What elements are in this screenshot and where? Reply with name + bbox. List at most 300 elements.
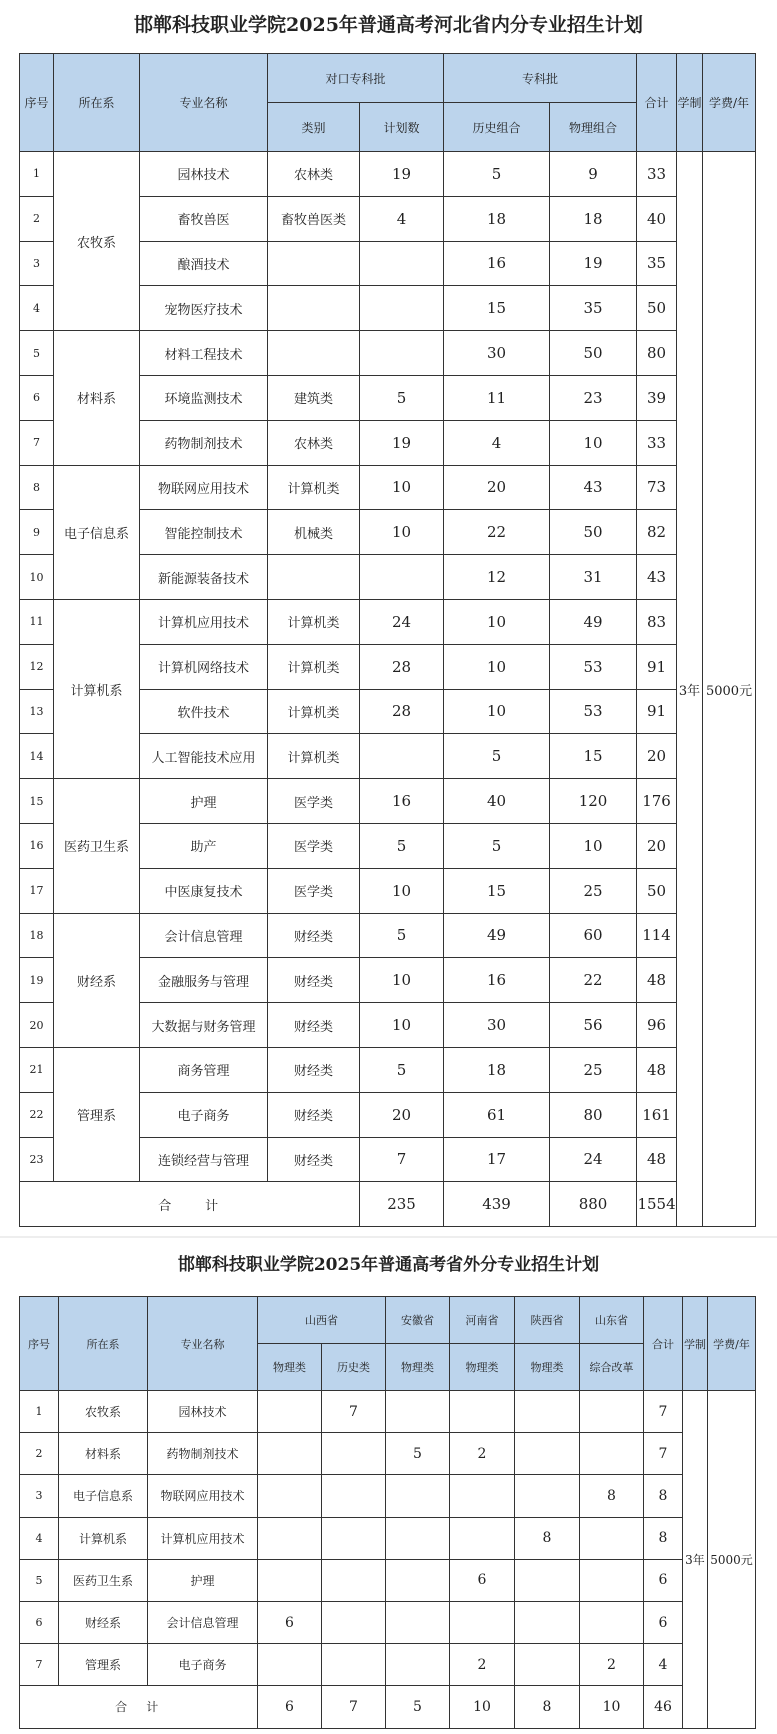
shaanxi-cell	[515, 1644, 580, 1686]
header-fee: 学费/年	[703, 54, 756, 152]
row-seq: 16	[20, 823, 54, 868]
anhui-cell	[386, 1644, 450, 1686]
header2-shanxi-history: 历史类	[322, 1344, 386, 1391]
major-name: 药物制剂技术	[148, 1433, 258, 1475]
physics-cell: 25	[550, 1047, 637, 1092]
physics-cell: 25	[550, 868, 637, 913]
row-seq: 4	[20, 1517, 59, 1559]
shaanxi-cell	[515, 1601, 580, 1643]
major-name: 护理	[148, 1559, 258, 1601]
shanxi-physics-cell	[258, 1391, 322, 1433]
henan-cell: 2	[450, 1433, 515, 1475]
total-cell: 6	[644, 1601, 683, 1643]
total-cell: 82	[637, 510, 677, 555]
history-cell: 40	[444, 779, 550, 824]
history-cell: 16	[444, 958, 550, 1003]
dept-cell: 财经系	[59, 1601, 148, 1643]
history-cell: 15	[444, 868, 550, 913]
header2-henan-physics: 物理类	[450, 1344, 515, 1391]
header-total: 合计	[637, 54, 677, 152]
shaanxi-cell	[515, 1433, 580, 1475]
category-cell: 计算机类	[268, 689, 360, 734]
shanxi-physics-cell	[258, 1644, 322, 1686]
history-cell: 10	[444, 689, 550, 734]
major-name: 材料工程技术	[140, 331, 268, 376]
henan-cell	[450, 1601, 515, 1643]
anhui-cell	[386, 1517, 450, 1559]
total-cell: 7	[644, 1433, 683, 1475]
dept-cell: 计算机系	[59, 1517, 148, 1559]
total-cell: 43	[637, 555, 677, 600]
row-seq: 14	[20, 734, 54, 779]
history-cell: 30	[444, 331, 550, 376]
duration-cell: 3年	[677, 152, 703, 1227]
total-cell: 48	[637, 958, 677, 1003]
shaanxi-cell	[515, 1391, 580, 1433]
major-name: 电子商务	[148, 1644, 258, 1686]
physics-cell: 23	[550, 375, 637, 420]
plan-cell: 4	[360, 196, 444, 241]
shanxi-physics-cell	[258, 1433, 322, 1475]
shaanxi-cell	[515, 1559, 580, 1601]
plan-cell: 5	[360, 823, 444, 868]
plan-cell	[360, 241, 444, 286]
header2-anhui: 安徽省	[386, 1297, 450, 1344]
physics-cell: 43	[550, 465, 637, 510]
header2-shandong-reform: 综合改革	[580, 1344, 644, 1391]
row-seq: 2	[20, 1433, 59, 1475]
major-name: 物联网应用技术	[148, 1475, 258, 1517]
row-seq: 1	[20, 1391, 59, 1433]
total-cell: 50	[637, 286, 677, 331]
table-row	[20, 465, 756, 510]
history-cell: 11	[444, 375, 550, 420]
shanxi-history-cell	[322, 1601, 386, 1643]
total-cell: 80	[637, 331, 677, 376]
major-name: 大数据与财务管理	[140, 1003, 268, 1048]
major-name: 会计信息管理	[148, 1601, 258, 1643]
header-physics: 物理组合	[550, 103, 637, 152]
table-row	[20, 1601, 756, 1643]
header2-shandong: 山东省	[580, 1297, 644, 1344]
total-cell: 33	[637, 420, 677, 465]
sum-total: 46	[644, 1686, 683, 1728]
plan-cell: 10	[360, 465, 444, 510]
plan-cell	[360, 331, 444, 376]
sum-shaanxi: 8	[515, 1686, 580, 1728]
dept-cell: 计算机系	[54, 599, 140, 778]
sum-history: 439	[444, 1182, 550, 1227]
major-name: 连锁经营与管理	[140, 1137, 268, 1182]
physics-cell: 19	[550, 241, 637, 286]
sum-plan: 235	[360, 1182, 444, 1227]
total-cell: 33	[637, 152, 677, 197]
major-name: 计算机网络技术	[140, 644, 268, 689]
dept-cell: 医药卫生系	[54, 779, 140, 913]
history-cell: 15	[444, 286, 550, 331]
physics-cell: 60	[550, 913, 637, 958]
table-row	[20, 913, 756, 958]
category-cell: 畜牧兽医类	[268, 196, 360, 241]
plan-cell: 5	[360, 375, 444, 420]
major-name: 园林技术	[140, 152, 268, 197]
header2-shanxi-physics: 物理类	[258, 1344, 322, 1391]
total-cell: 73	[637, 465, 677, 510]
table2-title: 邯郸科技职业学院2025年普通高考省外分专业招生计划	[177, 1255, 600, 1275]
plan-cell	[360, 286, 444, 331]
fee-cell: 5000元	[703, 152, 756, 1227]
total-cell: 114	[637, 913, 677, 958]
history-cell: 22	[444, 510, 550, 555]
major-name: 人工智能技术应用	[140, 734, 268, 779]
history-cell: 10	[444, 644, 550, 689]
physics-cell: 53	[550, 689, 637, 734]
physics-cell: 49	[550, 599, 637, 644]
total-cell: 20	[637, 823, 677, 868]
physics-cell: 56	[550, 1003, 637, 1048]
total-cell: 39	[637, 375, 677, 420]
header2-total: 合计	[644, 1297, 683, 1391]
dept-cell: 管理系	[59, 1644, 148, 1686]
row-seq: 3	[20, 241, 54, 286]
sum-label: 合 计	[20, 1182, 360, 1227]
dept-cell: 管理系	[54, 1047, 140, 1181]
table-row	[20, 1644, 756, 1686]
sum-shanxi-history: 7	[322, 1686, 386, 1728]
major-name: 计算机应用技术	[148, 1517, 258, 1559]
sum-shandong: 10	[580, 1686, 644, 1728]
header-dept: 所在系	[54, 54, 140, 152]
category-cell: 计算机类	[268, 644, 360, 689]
category-cell: 财经类	[268, 958, 360, 1003]
header-plan: 计划数	[360, 103, 444, 152]
physics-cell: 50	[550, 510, 637, 555]
row-seq: 7	[20, 420, 54, 465]
physics-cell: 53	[550, 644, 637, 689]
table-row	[20, 1433, 756, 1475]
fee-cell: 5000元	[708, 1391, 756, 1729]
row-seq: 8	[20, 465, 54, 510]
dept-cell: 材料系	[54, 331, 140, 465]
major-name: 中医康复技术	[140, 868, 268, 913]
row-seq: 12	[20, 644, 54, 689]
header-seq: 序号	[20, 54, 54, 152]
shanxi-history-cell	[322, 1475, 386, 1517]
row-seq: 22	[20, 1092, 54, 1137]
total-cell: 161	[637, 1092, 677, 1137]
shaanxi-cell: 8	[515, 1517, 580, 1559]
physics-cell: 50	[550, 331, 637, 376]
category-cell: 财经类	[268, 1003, 360, 1048]
category-cell	[268, 555, 360, 600]
plan-cell: 19	[360, 152, 444, 197]
row-seq: 19	[20, 958, 54, 1003]
history-cell: 12	[444, 555, 550, 600]
major-name: 畜牧兽医	[140, 196, 268, 241]
row-seq: 6	[20, 375, 54, 420]
major-name: 软件技术	[140, 689, 268, 734]
header-zhuanke: 专科批	[444, 54, 637, 103]
total-cell: 91	[637, 644, 677, 689]
table-row	[20, 1517, 756, 1559]
total-cell: 8	[644, 1517, 683, 1559]
physics-cell: 18	[550, 196, 637, 241]
row-seq: 11	[20, 599, 54, 644]
shanxi-history-cell	[322, 1559, 386, 1601]
row-seq: 6	[20, 1601, 59, 1643]
row-seq: 1	[20, 152, 54, 197]
history-cell: 20	[444, 465, 550, 510]
sum-total: 1554	[637, 1182, 677, 1227]
physics-cell: 15	[550, 734, 637, 779]
physics-cell: 22	[550, 958, 637, 1003]
sum-shanxi-physics: 6	[258, 1686, 322, 1728]
category-cell: 计算机类	[268, 465, 360, 510]
header-duration: 学制	[677, 54, 703, 152]
history-cell: 18	[444, 196, 550, 241]
category-cell	[268, 331, 360, 376]
plan-cell: 10	[360, 958, 444, 1003]
shandong-cell	[580, 1433, 644, 1475]
sum-label: 合 计	[20, 1686, 258, 1728]
shanxi-history-cell	[322, 1517, 386, 1559]
major-name: 新能源装备技术	[140, 555, 268, 600]
total-cell: 4	[644, 1644, 683, 1686]
anhui-cell: 5	[386, 1433, 450, 1475]
shanxi-history-cell: 7	[322, 1391, 386, 1433]
header-history: 历史组合	[444, 103, 550, 152]
shanxi-history-cell	[322, 1433, 386, 1475]
major-name: 护理	[140, 779, 268, 824]
row-seq: 7	[20, 1644, 59, 1686]
plan-cell: 10	[360, 868, 444, 913]
plan-cell: 28	[360, 689, 444, 734]
history-cell: 4	[444, 420, 550, 465]
header2-seq: 序号	[20, 1297, 59, 1391]
henan-cell: 6	[450, 1559, 515, 1601]
physics-cell: 10	[550, 420, 637, 465]
plan-cell: 10	[360, 1003, 444, 1048]
shandong-cell	[580, 1559, 644, 1601]
history-cell: 10	[444, 599, 550, 644]
header2-shaanxi: 陕西省	[515, 1297, 580, 1344]
category-cell: 财经类	[268, 1092, 360, 1137]
category-cell: 财经类	[268, 913, 360, 958]
plan-cell: 24	[360, 599, 444, 644]
major-name: 药物制剂技术	[140, 420, 268, 465]
total-cell: 50	[637, 868, 677, 913]
total-cell: 40	[637, 196, 677, 241]
anhui-cell	[386, 1475, 450, 1517]
history-cell: 5	[444, 152, 550, 197]
sum-anhui: 5	[386, 1686, 450, 1728]
history-cell: 5	[444, 734, 550, 779]
physics-cell: 31	[550, 555, 637, 600]
table-row	[20, 1047, 756, 1092]
dept-cell: 农牧系	[54, 152, 140, 331]
row-seq: 10	[20, 555, 54, 600]
category-cell	[268, 241, 360, 286]
table-row	[20, 152, 756, 197]
total-cell: 7	[644, 1391, 683, 1433]
table-row	[20, 1475, 756, 1517]
total-cell: 48	[637, 1047, 677, 1092]
total-cell: 48	[637, 1137, 677, 1182]
major-name: 会计信息管理	[140, 913, 268, 958]
category-cell: 财经类	[268, 1137, 360, 1182]
row-seq: 13	[20, 689, 54, 734]
major-name: 电子商务	[140, 1092, 268, 1137]
history-cell: 61	[444, 1092, 550, 1137]
physics-cell: 35	[550, 286, 637, 331]
header-duikou: 对口专科批	[268, 54, 444, 103]
row-seq: 17	[20, 868, 54, 913]
shandong-cell: 8	[580, 1475, 644, 1517]
header2-anhui-physics: 物理类	[386, 1344, 450, 1391]
total-cell: 91	[637, 689, 677, 734]
plan-cell	[360, 734, 444, 779]
major-name: 酿酒技术	[140, 241, 268, 286]
total-cell: 6	[644, 1559, 683, 1601]
category-cell: 医学类	[268, 779, 360, 824]
total-cell: 96	[637, 1003, 677, 1048]
header-major: 专业名称	[140, 54, 268, 152]
row-seq: 15	[20, 779, 54, 824]
major-name: 物联网应用技术	[140, 465, 268, 510]
category-cell: 建筑类	[268, 375, 360, 420]
category-cell: 计算机类	[268, 599, 360, 644]
sum-row	[20, 1686, 756, 1728]
shanxi-physics-cell	[258, 1517, 322, 1559]
shanxi-physics-cell	[258, 1475, 322, 1517]
physics-cell: 10	[550, 823, 637, 868]
category-cell: 机械类	[268, 510, 360, 555]
header-category: 类别	[268, 103, 360, 152]
table-row	[20, 1559, 756, 1601]
physics-cell: 24	[550, 1137, 637, 1182]
anhui-cell	[386, 1601, 450, 1643]
total-cell: 35	[637, 241, 677, 286]
sum-row	[20, 1182, 756, 1227]
shaanxi-cell	[515, 1475, 580, 1517]
header2-fee: 学费/年	[708, 1297, 756, 1391]
history-cell: 17	[444, 1137, 550, 1182]
header2-duration: 学制	[683, 1297, 708, 1391]
henan-cell	[450, 1391, 515, 1433]
plan-cell: 19	[360, 420, 444, 465]
duration-cell: 3年	[683, 1391, 708, 1729]
physics-cell: 80	[550, 1092, 637, 1137]
shandong-cell: 2	[580, 1644, 644, 1686]
shanxi-history-cell	[322, 1644, 386, 1686]
anhui-cell	[386, 1559, 450, 1601]
category-cell: 农林类	[268, 152, 360, 197]
row-seq: 2	[20, 196, 54, 241]
history-cell: 49	[444, 913, 550, 958]
header2-major: 专业名称	[148, 1297, 258, 1391]
total-cell: 176	[637, 779, 677, 824]
total-cell: 83	[637, 599, 677, 644]
total-cell: 20	[637, 734, 677, 779]
henan-cell	[450, 1475, 515, 1517]
row-seq: 5	[20, 331, 54, 376]
shanxi-physics-cell: 6	[258, 1601, 322, 1643]
major-name: 环境监测技术	[140, 375, 268, 420]
dept-cell: 财经系	[54, 913, 140, 1047]
category-cell: 医学类	[268, 868, 360, 913]
plan-cell: 5	[360, 1047, 444, 1092]
category-cell	[268, 286, 360, 331]
major-name: 金融服务与管理	[140, 958, 268, 1003]
table-row	[20, 331, 756, 376]
category-cell: 医学类	[268, 823, 360, 868]
table-row	[20, 1391, 756, 1433]
header2-shanxi: 山西省	[258, 1297, 386, 1344]
row-seq: 9	[20, 510, 54, 555]
plan-cell: 5	[360, 913, 444, 958]
category-cell: 财经类	[268, 1047, 360, 1092]
total-cell: 8	[644, 1475, 683, 1517]
dept-cell: 医药卫生系	[59, 1559, 148, 1601]
major-name: 商务管理	[140, 1047, 268, 1092]
henan-cell	[450, 1517, 515, 1559]
header2-henan: 河南省	[450, 1297, 515, 1344]
table-row	[20, 599, 756, 644]
plan-cell: 7	[360, 1137, 444, 1182]
sum-henan: 10	[450, 1686, 515, 1728]
shandong-cell	[580, 1391, 644, 1433]
sum-physics: 880	[550, 1182, 637, 1227]
shandong-cell	[580, 1517, 644, 1559]
physics-cell: 120	[550, 779, 637, 824]
dept-cell: 电子信息系	[54, 465, 140, 599]
row-seq: 23	[20, 1137, 54, 1182]
header2-shaanxi-physics: 物理类	[515, 1344, 580, 1391]
plan-cell	[360, 555, 444, 600]
header2-dept: 所在系	[59, 1297, 148, 1391]
table-row	[20, 779, 756, 824]
major-name: 智能控制技术	[140, 510, 268, 555]
row-seq: 3	[20, 1475, 59, 1517]
history-cell: 16	[444, 241, 550, 286]
row-seq: 4	[20, 286, 54, 331]
dept-cell: 电子信息系	[59, 1475, 148, 1517]
category-cell: 计算机类	[268, 734, 360, 779]
plan-cell: 10	[360, 510, 444, 555]
out-province-table	[19, 1296, 756, 1729]
history-cell: 5	[444, 823, 550, 868]
physics-cell: 9	[550, 152, 637, 197]
plan-cell: 16	[360, 779, 444, 824]
dept-cell: 材料系	[59, 1433, 148, 1475]
row-seq: 20	[20, 1003, 54, 1048]
shandong-cell	[580, 1601, 644, 1643]
in-province-table	[19, 53, 756, 1227]
category-cell: 农林类	[268, 420, 360, 465]
major-name: 助产	[140, 823, 268, 868]
major-name: 宠物医疗技术	[140, 286, 268, 331]
major-name: 计算机应用技术	[140, 599, 268, 644]
row-seq: 18	[20, 913, 54, 958]
anhui-cell	[386, 1391, 450, 1433]
plan-cell: 20	[360, 1092, 444, 1137]
major-name: 园林技术	[148, 1391, 258, 1433]
row-seq: 5	[20, 1559, 59, 1601]
history-cell: 18	[444, 1047, 550, 1092]
henan-cell: 2	[450, 1644, 515, 1686]
history-cell: 30	[444, 1003, 550, 1048]
plan-cell: 28	[360, 644, 444, 689]
